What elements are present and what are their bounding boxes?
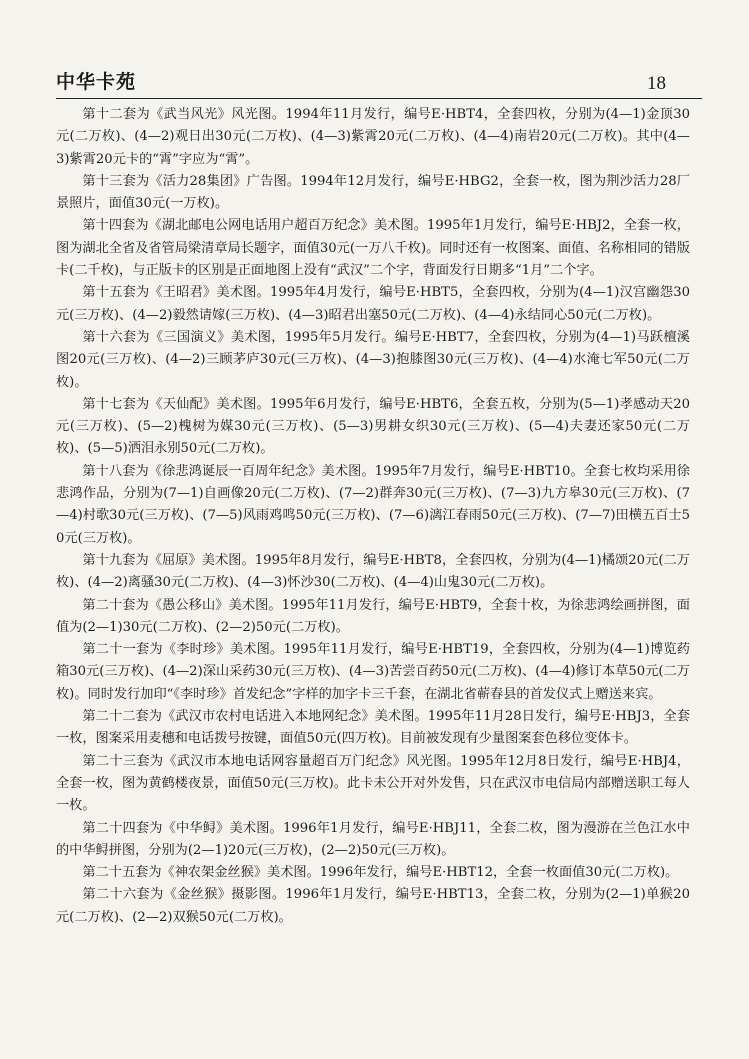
paragraph: 第二十一套为《李时珍》美术图。1995年11月发行，编号E·HBT19，全套四枚，分别为(4—1)博览药箱30元(三万枚)、(4—2)深山采药30元(三万枚)、(4—3)苦尝百药50元(二万枚)、(4—4)修订本草50元(二万枚)。同时发行加印“《李时珍》首发纪念”字样的加字卡三千套，在湖北省蕲春县的首发仪式上赠送来宾。 <box>56 642 690 702</box>
paragraph: 第十三套为《活力28集团》广告图。1994年12月发行，编号E·HBG2，全套一枚，图为荆沙活力28厂景照片，面值30元(一万枚)。 <box>56 173 690 212</box>
paragraph: 第十六套为《三国演义》美术图，1995年5月发行。编号E·HBT7，全套四枚，分别为(4—1)马跃檀溪图20元(三万枚)、(4—2)三顾茅庐30元(三万枚)、(4—3)抱膝图30元(三万枚)、(4—4)水淹七军50元(二万枚)。 <box>56 329 690 390</box>
paragraph: 第十四套为《湖北邮电公网电话用户超百万纪念》美术图。1995年1月发行，编号E·HBJ2，全套一枚，图为湖北全省及省管局梁清章局长题字，面值30元(一万八千枚)。同时还有一枚图案、面值、名称相同的错版卡(二千枚)，与正版卡的区别是正面地图上没有“武汉”二个字，背面发行日期多“1月”二个字。 <box>56 218 690 279</box>
page-header-title: 中华卡苑 <box>56 71 137 93</box>
paragraph: 第十七套为《天仙配》美术图。1995年6月发行，编号E·HBT6，全套五枚，分别为(5—1)孝感动天20元(三万枚)、(5—2)槐树为媒30元(三万枚)、(5—3)男耕女织30元(三万枚)、(5—4)夫妻还家50元(二万枚)、(5—5)洒泪永别50元(二万枚)。 <box>56 396 690 457</box>
paragraph: 第二十二套为《武汉市农村电话进入本地网纪念》美术图。1995年11月28日发行，编号E·HBJ3，全套一枚，图案采用麦穗和电话拨号按键，面值50元(四万枚)。目前被发现有少量图案套色移位变体卡。 <box>56 709 690 747</box>
paragraph: 第十五套为《王昭君》美术图。1995年4月发行，编号E·HBT5，全套四枚，分别为(4—1)汉宫幽怨30元(三万枚)、(4—2)毅然请嫁(三万枚)、(4—3)昭君出塞50元(二万枚)、(4—4)永结同心50元(二万枚)。 <box>56 285 690 323</box>
paragraph: 第二十五套为《神农架金丝猴》美术图。1996年发行，编号E·HBT12，全套一枚面值30元(二万枚)。 <box>82 865 679 881</box>
article-body <box>56 104 690 929</box>
paragraph: 第二十套为《愚公移山》美术图。1995年11月发行，编号E·HBT9，全套十枚，为徐悲鸿绘画拼图，面值为(2—1)30元(二万枚)、(2—2)50元(二万枚)。 <box>56 597 690 635</box>
paragraph: 第二十三套为《武汉市本地电话网容量超百万门纪念》风光图。1995年12月8日发行，编号E·HBJ4，全套一枚，图为黄鹤楼夜景，面值50元(三万枚)。此卡未公开对外发售，只在武汉市电信局内部赠送职工每人一枚。 <box>56 753 690 814</box>
paragraph: 第二十四套为《中华鲟》美术图。1996年1月发行，编号E·HBJ11，全套二枚，图为漫游在兰色江水中的中华鲟拼图，分别为(2—1)20元(三万枚)，(2—2)50元(三万枚)。 <box>56 820 690 858</box>
paragraph: 第二十六套为《金丝猴》摄影图。1996年1月发行，编号E·HBT13，全套二枚，分别为(2—1)单猴20元(二万枚)、(2—2)双猴50元(二万枚)。 <box>56 887 690 925</box>
paragraph: 第十八套为《徐悲鸿诞辰一百周年纪念》美术图。1995年7月发行，编号E·HBT10。全套七枚均采用徐悲鸿作品，分别为(7—1)自画像20元(二万枚)、(7—2)群奔30元(三万枚)、(7—3)九方皋30元(三万枚)、(7—4)村歌30元(三万枚)、(7—5)风雨鸡鸣50元(三万枚)、(7—6)漓江春雨50元(三万枚)、(7—7)田横五百士50元(三万枚)。 <box>56 463 690 546</box>
page-header <box>56 68 702 99</box>
page-number: 18 <box>647 73 666 94</box>
paragraph: 第十二套为《武当风光》风光图。1994年11月发行，编号E·HBT4，全套四枚，分别为(4—1)金顶30元(二万枚)、(4—2)观日出30元(二万枚)、(4—3)紫霄20元(二万枚)、(4—4)南岩20元(二万枚)。其中(4—3)紫霄20元卡的“霄”字应为“霄”。 <box>56 107 690 167</box>
paragraph: 第十九套为《屈原》美术图。1995年8月发行，编号E·HBT8，全套四枚，分别为(4—1)橘颂20元(二万枚)、(4—2)离骚30元(二万枚)、(4—3)怀沙30(二万枚)、(4—4)山鬼30元(二万枚)。 <box>56 552 690 591</box>
